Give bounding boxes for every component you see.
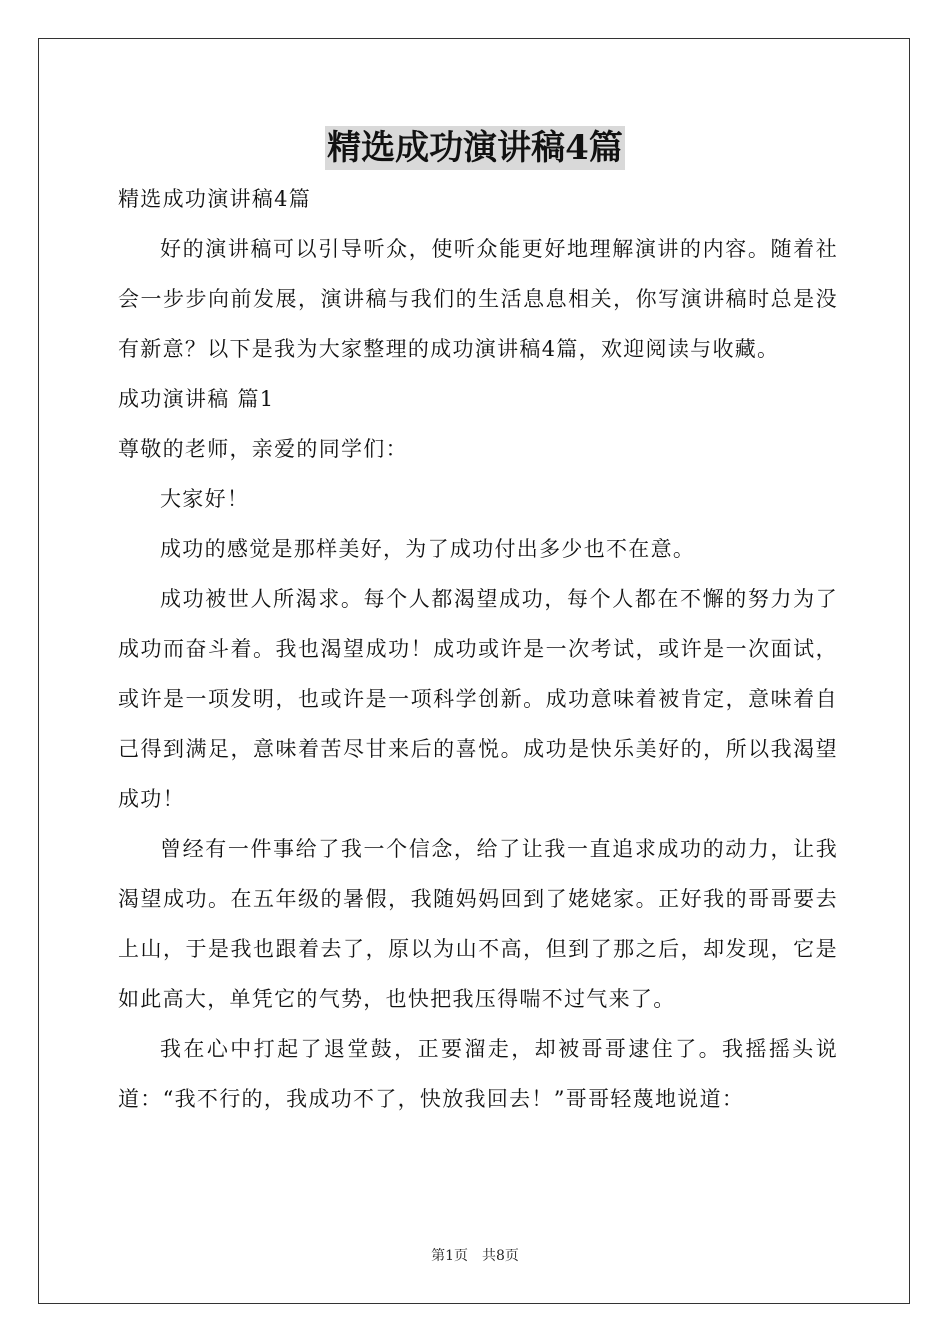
paragraph: 好的演讲稿可以引导听众，使听众能更好地理解演讲的内容。随着社会一步步向前发展，演讲稿与我们的生活息息相关，你写演讲稿时总是没有新意？以下是我为大家整理的成功演讲稿4篇，欢迎阅读与收藏。	[118, 237, 838, 361]
paragraph: 曾经有一件事给了我一个信念，给了让我一直追求成功的动力，让我渴望成功。在五年级的暑假，我随妈妈回到了姥姥家。正好我的哥哥要去上山，于是我也跟着去了，原以为山不高，但到了那之后，却发现，它是如此高大，单凭它的气势，也快把我压得喘不过气来了。	[118, 837, 838, 1011]
document-body	[118, 174, 838, 1124]
paragraph: 大家好！	[160, 487, 250, 511]
paragraph: 成功被世人所渴求。每个人都渴望成功，每个人都在不懈的努力为了成功而奋斗着。我也渴望成功！成功或许是一次考试，或许是一次面试，或许是一项发明，也或许是一项科学创新。成功意味着被肯定，意味着自己得到满足，意味着苦尽甘来后的喜悦。成功是快乐美好的，所以我渴望成功！	[118, 587, 838, 811]
paragraph: 尊敬的老师，亲爱的同学们：	[118, 437, 408, 461]
paragraph: 我在心中打起了退堂鼓，正要溜走，却被哥哥逮住了。我摇摇头说道：“我不行的，我成功不了，快放我回去！”哥哥轻蔑地说道：	[118, 1037, 838, 1111]
paragraph: 成功演讲稿 篇1	[118, 387, 275, 411]
page-footer: 第1页 共8页	[431, 1248, 519, 1264]
paragraph: 精选成功演讲稿4篇	[118, 187, 312, 211]
document-title-text: 精选成功演讲稿4篇	[327, 128, 623, 168]
document-title	[0, 126, 950, 170]
paragraph: 成功的感觉是那样美好，为了成功付出多少也不在意。	[160, 537, 696, 561]
